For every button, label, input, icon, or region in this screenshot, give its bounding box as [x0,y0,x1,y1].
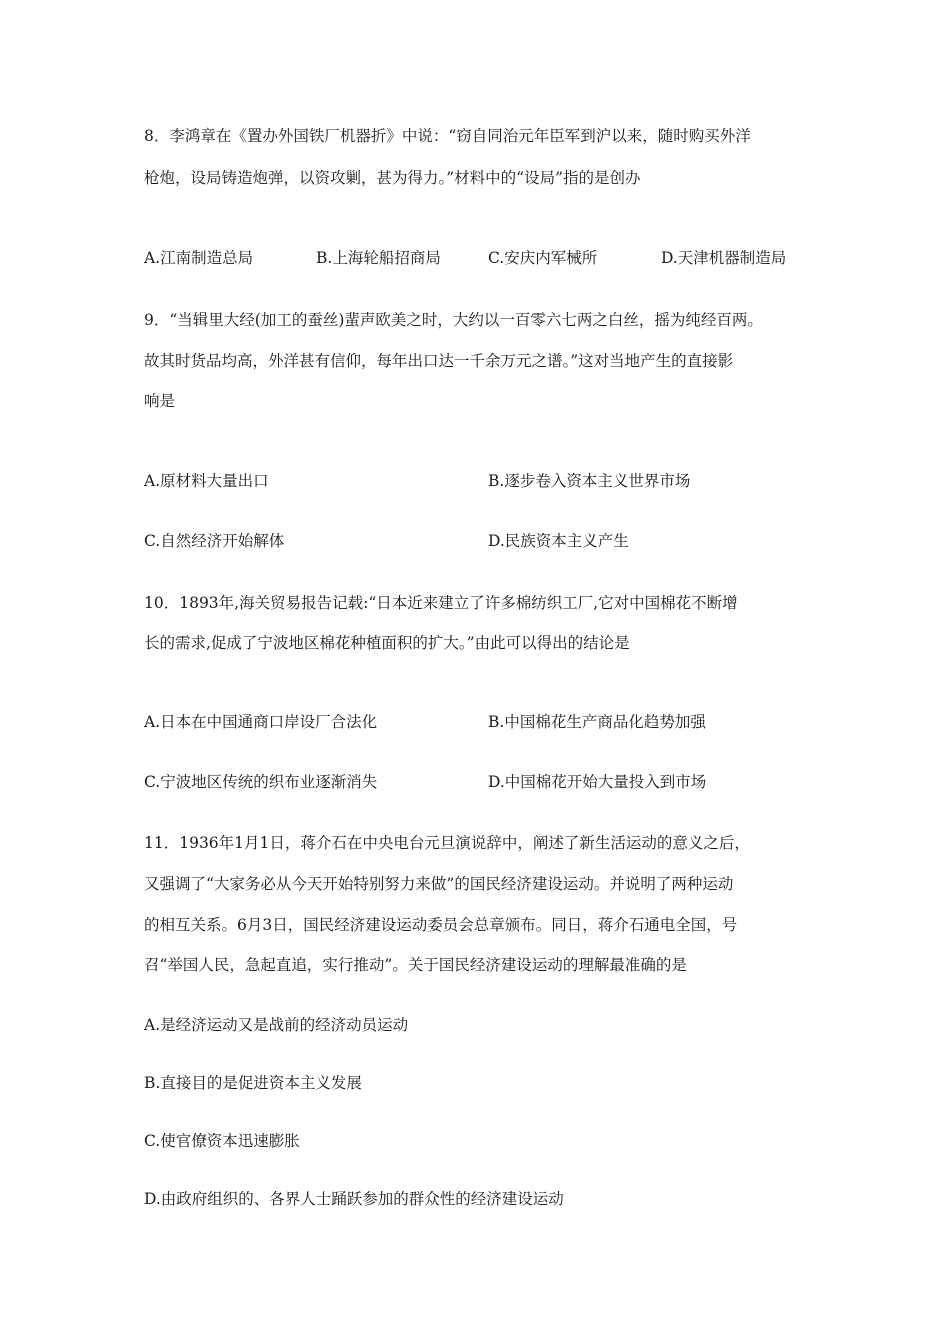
question-11-stem-line-2: 又强调了“大家务必从今天开始特别努力来做”的国民经济建设运动。并说明了两种运动 [144,875,734,893]
question-10-option-d: D.中国棉花开始大量投入到市场 [488,773,707,791]
question-9-option-b: B.逐步卷入资本主义世界市场 [488,472,691,490]
question-8-option-b: B.上海轮船招商局 [316,249,441,267]
question-8-option-c: C.安庆内军械所 [488,249,598,267]
question-10-stem-line-2: 长的需求,促成了宁波地区棉花种植面积的扩大。”由此可以得出的结论是 [144,634,630,652]
question-11-stem-line-4: 召“举国人民，急起直追，实行推动”。关于国民经济建设运动的理解最准确的是 [144,956,687,974]
question-11-option-a: A.是经济运动又是战前的经济动员运动 [144,1016,409,1034]
question-10-option-a: A.日本在中国通商口岸设厂合法化 [144,713,378,731]
question-9-option-c: C.自然经济开始解体 [144,532,285,550]
question-11-stem-line-1: 11．1936年1月1日，蒋介石在中央电台元旦演说辞中，阐述了新生活运动的意义之后， [144,834,750,852]
question-11-stem-line-3: 的相互关系。6月3日，国民经济建设运动委员会总章颁布。同日，蒋介石通电全国，号 [144,916,738,934]
question-10-option-c: C.宁波地区传统的织布业逐渐消失 [144,773,378,791]
question-11-option-c: C.使官僚资本迅速膨胀 [144,1132,300,1150]
question-8-stem-line-1: 8．李鸿章在《置办外国铁厂机器折》中说：“窃自同治元年臣军到沪以来，随时购买外洋 [144,127,751,145]
question-9-option-a: A.原材料大量出口 [144,472,269,490]
question-8-option-a: A.江南制造总局 [144,249,254,267]
question-10-stem-line-1: 10．1893年,海关贸易报告记载:“日本近来建立了许多棉纺织工厂,它对中国棉花不断增 [144,594,738,612]
question-9-stem-line-2: 故其时货品均高，外洋甚有信仰，每年出口达一千余万元之谱。”这对当地产生的直接影 [144,352,734,370]
question-9-option-d: D.民族资本主义产生 [488,532,629,550]
question-9-stem-line-1: 9．“当辑里大经(加工的蚕丝)蜚声欧美之时，大约以一百零六七两之白丝，摇为纯经百两。 [144,311,763,329]
question-8-option-d: D.天津机器制造局 [661,249,787,267]
question-9-stem-line-3: 响是 [144,392,176,410]
question-11-option-d: D.由政府组织的、各界人士踊跃参加的群众性的经济建设运动 [144,1190,564,1208]
question-10-option-b: B.中国棉花生产商品化趋势加强 [488,713,706,731]
question-11-option-b: B.直接目的是促进资本主义发展 [144,1074,362,1092]
question-8-stem-line-2: 枪炮，设局铸造炮弹，以资攻剿，甚为得力。”材料中的“设局”指的是创办 [144,169,641,187]
